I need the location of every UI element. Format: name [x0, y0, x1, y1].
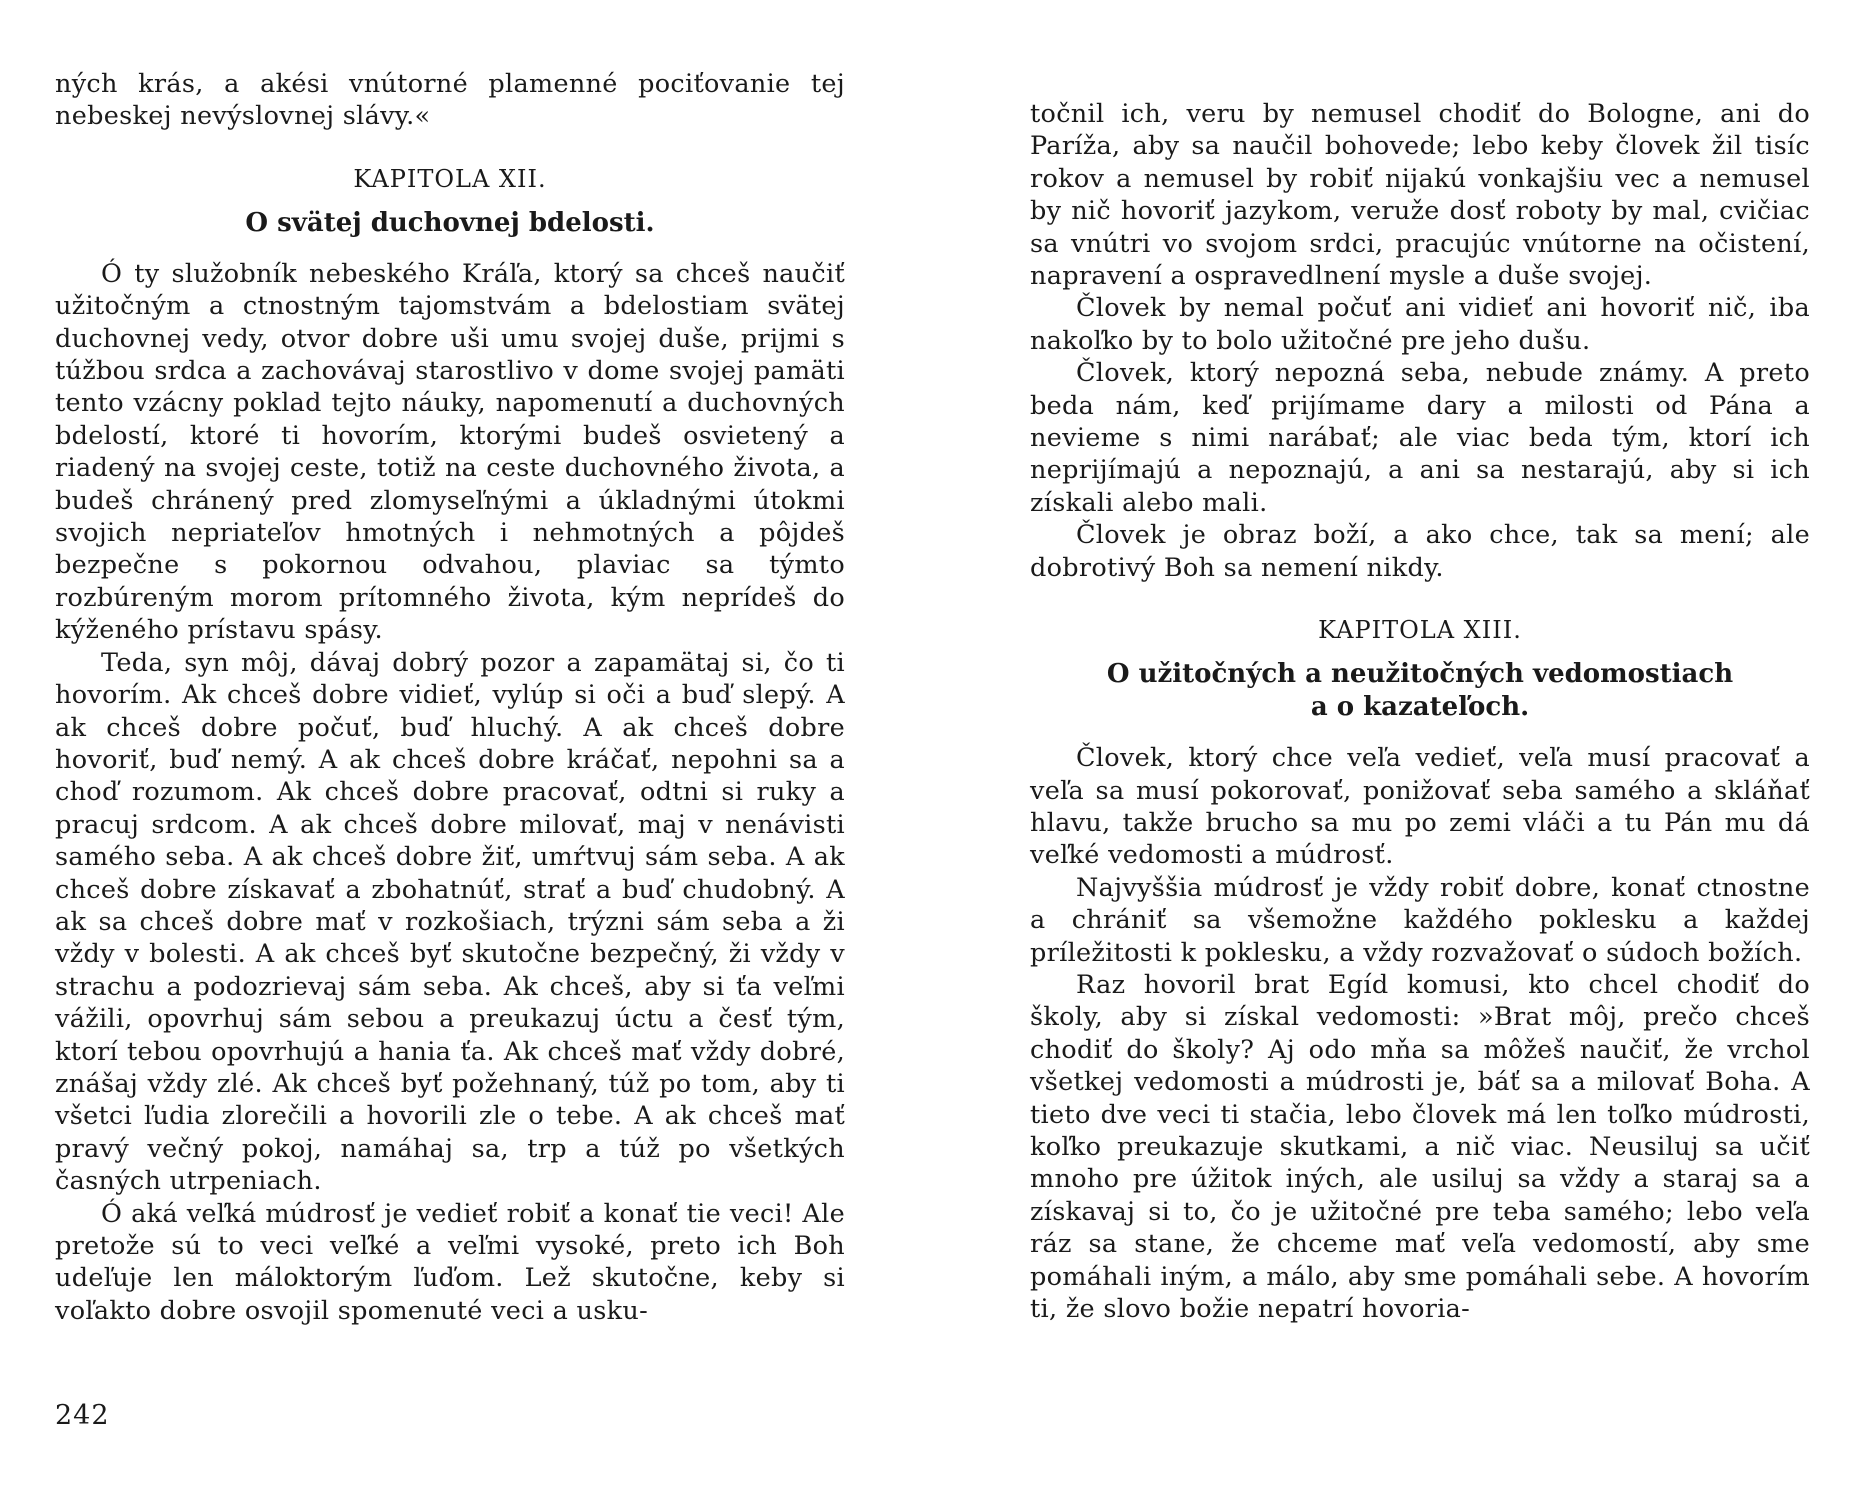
chapter-number: KAPITOLA XIII. [1318, 616, 1522, 645]
chapter-title [1030, 658, 1810, 724]
chapter-number: KAPITOLA XII. [353, 164, 547, 193]
paragraph: Najvyššia múdrosť je vždy robiť dobre, konať ctnostne a chrániť sa všemožne každého poklesku a každej príležitosti k poklesku, a vždy rozvažovať o súdoch božích. [1030, 872, 1810, 968]
paragraph: Človek, ktorý chce veľa vedieť, veľa musí pracovať a veľa sa musí pokorovať, ponižovať seba samého a skláňať hlavu, takže brucho sa mu po zemi vláči a tu Pán mu dá veľké vedomosti a múdrosť. [1030, 743, 1810, 871]
paragraph: Teda, syn môj, dávaj dobrý pozor a zapamätaj si, čo ti hovorím. Ak chceš dobre vidieť, vylúp si oči a buď slepý. A ak chceš dobre počuť, buď hluchý. A ak chceš dobre hovoriť, buď nemý. A ak chceš dobre kráčať, nepohni sa a choď rozumom. Ak chceš dobre pracovať, odtni si ruky a pracuj srdcom. A ak chceš dobre milovať, maj v nenávisti samého seba. A ak chceš dobre žiť, umŕtvuj sám seba. A ak chceš dobre získavať a zbohatnúť, strať a buď chudobný. A ak sa chceš dobre mať v rozkošiach, trýzni sám seba a ži vždy v bolesti. A ak chceš byť skutočne bezpečný, ži vždy v strachu a podozrievaj sám seba. Ak chceš, aby si ťa veľmi vážili, opovrhuj sám sebou a preukazuj úctu a česť tým, ktorí tebou opovrhujú a hania ťa. Ak chceš mať vždy dobré, znášaj vždy zlé. Ak chceš byť požehnaný, túž po tom, aby ti všetci ľudia zlorečili a hovorili zle o tebe. A ak chceš mať pravý večný pokoj, namáhaj sa, trp a túž po všetkých časných utrpeniach. [55, 647, 845, 1197]
page-number: 242 [55, 1400, 110, 1431]
continuation-paragraph: točnil ich, veru by nemusel chodiť do Bologne, ani do Paríža, aby sa naučil bohovede; lebo keby človek žil tisíc rokov a nemusel by robiť nijakú vonkajšiu vec a nemusel by nič hovoriť jazykom, veruže dosť roboty by mal, cvičiac sa vnútri vo svojom srdci, pracujúc vnútorne na očistení, napravení a ospravedlnení mysle a duše svojej. [1030, 99, 1810, 292]
left-page [55, 68, 845, 1327]
continuation-paragraph: ných krás, a akési vnútorné plamenné pociťovanie tej nebeskej nevýslovnej slávy.« [55, 69, 845, 132]
paragraph: Človek, ktorý nepozná seba, nebude známy. A preto beda nám, keď prijímame dary a milosti od Pána a nevieme s nimi narábať; ale viac beda tým, ktorí ich neprijímajú a nepoznajú, a ani sa nestarajú, aby si ich získali alebo mali. [1030, 358, 1810, 518]
paragraph: Človek je obraz boží, a ako chce, tak sa mení; ale dobrotivý Boh sa nemení nikdy. [1030, 520, 1810, 583]
paragraph: Človek by nemal počuť ani vidieť ani hovoriť nič, iba nakoľko by to bolo užitočné pre jeho dušu. [1030, 293, 1810, 356]
chapter-title: O svätej duchovnej bdelosti. [245, 207, 655, 238]
paragraph: Ó aká veľká múdrosť je vedieť robiť a konať tie veci! Ale pretože sú to veci veľké a veľmi vysoké, preto ich Boh udeľuje len máloktorým ľuďom. Lež skutočne, keby si voľakto dobre osvojil spomenuté veci a usku- [55, 1198, 845, 1326]
chapter-title-line: O užitočných a neužitočných vedomostiach [1106, 659, 1734, 690]
paragraph: Ó ty služobník nebeského Kráľa, ktorý sa chceš naučiť užitočným a ctnostným tajomstvám a bdelostiam svätej duchovnej vedy, otvor dobre uši umu svojej duše, prijmi s túžbou srdca a zachovávaj starostlivo v dome svojej pamäti tento vzácny poklad tejto náuky, napomenutí a duchovných bdelostí, ktoré ti hovorím, ktorými budeš osvietený a riadený na svojej ceste, totiž na ceste duchovného života, a budeš chránený pred zlomyseľnými a úkladnými útokmi svojich nepriateľov hmotných i nehmotných a pôjdeš bezpečne s pokornou odvahou, plaviac sa týmto rozbúreným morom prítomného života, kým neprídeš do kýženého prístavu spásy. [55, 258, 845, 646]
right-page [1030, 98, 1810, 1325]
paragraph: Raz hovoril brat Egíd komusi, kto chcel chodiť do školy, aby si získal vedomosti: »Brat môj, prečo chceš chodiť do školy? Aj odo mňa sa môžeš naučiť, že vrchol všetkej vedomosti a múdrosti je, báť sa a milovať Boha. A tieto dve veci ti stačia, lebo človek má len toľko múdrosti, koľko preukazuje skutkami, a nič viac. Neusiluj sa učiť mnoho pre úžitok iných, ale usiluj sa vždy a staraj sa a získavaj si to, čo je užitočné pre teba samého; lebo veľa ráz sa stane, že chceme mať veľa vedomostí, aby sme pomáhali iným, a málo, aby sme pomáhali sebe. A hovorím ti, že slovo božie nepatrí hovoria- [1030, 969, 1810, 1324]
chapter-title-line: a o kazateľoch. [1310, 692, 1530, 723]
